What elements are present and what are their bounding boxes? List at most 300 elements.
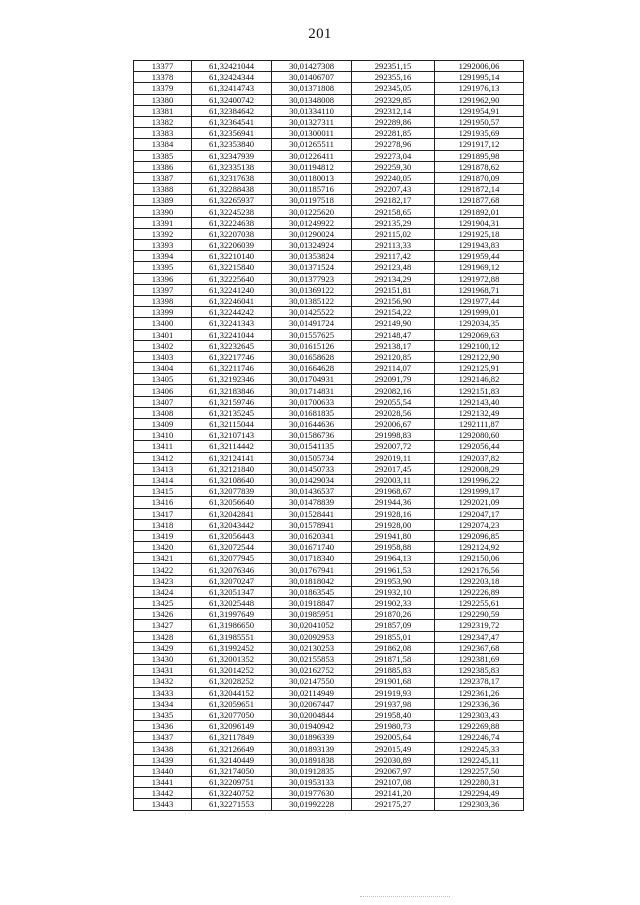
x-coordinate-cell: 292207,43 — [352, 184, 435, 195]
x-coordinate-cell: 292015,49 — [352, 743, 435, 754]
latitude-cell: 61,32140449 — [192, 754, 272, 765]
x-coordinate-cell: 292134,29 — [352, 273, 435, 284]
y-coordinate-cell: 1291943,83 — [435, 240, 524, 251]
coordinates-table — [133, 60, 524, 811]
longitude-cell: 30,01704931 — [272, 374, 352, 385]
latitude-cell: 61,32288438 — [192, 184, 272, 195]
longitude-cell: 30,02162752 — [272, 665, 352, 676]
y-coordinate-cell: 1292069,63 — [435, 329, 524, 340]
point-number-cell: 13402 — [134, 340, 192, 351]
point-number-cell: 13407 — [134, 396, 192, 407]
latitude-cell: 61,32108640 — [192, 474, 272, 485]
point-number-cell: 13393 — [134, 240, 192, 251]
latitude-cell: 61,32246041 — [192, 295, 272, 306]
longitude-cell: 30,01863545 — [272, 586, 352, 597]
table-row — [134, 542, 524, 553]
latitude-cell: 61,32001352 — [192, 653, 272, 664]
latitude-cell: 61,31992452 — [192, 642, 272, 653]
latitude-cell: 61,32317638 — [192, 172, 272, 183]
x-coordinate-cell: 292141,20 — [352, 788, 435, 799]
y-coordinate-cell: 1292124,92 — [435, 542, 524, 553]
longitude-cell: 30,01478839 — [272, 497, 352, 508]
y-coordinate-cell: 1292056,44 — [435, 441, 524, 452]
longitude-cell: 30,01767941 — [272, 564, 352, 575]
table-row — [134, 206, 524, 217]
latitude-cell: 61,32347939 — [192, 150, 272, 161]
latitude-cell: 61,32183846 — [192, 385, 272, 396]
point-number-cell: 13379 — [134, 83, 192, 94]
x-coordinate-cell: 292005,64 — [352, 732, 435, 743]
longitude-cell: 30,01300011 — [272, 128, 352, 139]
longitude-cell: 30,01226411 — [272, 150, 352, 161]
point-number-cell: 13390 — [134, 206, 192, 217]
x-coordinate-cell: 291871,58 — [352, 653, 435, 664]
point-number-cell: 13400 — [134, 318, 192, 329]
table-row — [134, 374, 524, 385]
table-row — [134, 754, 524, 765]
table-row — [134, 553, 524, 564]
y-coordinate-cell: 1291977,44 — [435, 295, 524, 306]
y-coordinate-cell: 1292006,06 — [435, 61, 524, 72]
x-coordinate-cell: 291855,01 — [352, 631, 435, 642]
x-coordinate-cell: 291870,26 — [352, 609, 435, 620]
table-row — [134, 441, 524, 452]
longitude-cell: 30,01893139 — [272, 743, 352, 754]
x-coordinate-cell: 291932,10 — [352, 586, 435, 597]
x-coordinate-cell: 291901,68 — [352, 676, 435, 687]
x-coordinate-cell: 292345,05 — [352, 83, 435, 94]
point-number-cell: 13389 — [134, 195, 192, 206]
x-coordinate-cell: 292003,11 — [352, 474, 435, 485]
coordinates-table-body — [134, 61, 524, 811]
x-coordinate-cell: 291958,88 — [352, 542, 435, 553]
point-number-cell: 13410 — [134, 430, 192, 441]
longitude-cell: 30,01185716 — [272, 184, 352, 195]
y-coordinate-cell: 1291968,71 — [435, 284, 524, 295]
longitude-cell: 30,01718340 — [272, 553, 352, 564]
x-coordinate-cell: 291902,33 — [352, 598, 435, 609]
table-row — [134, 721, 524, 732]
x-coordinate-cell: 292019,11 — [352, 452, 435, 463]
point-number-cell: 13418 — [134, 519, 192, 530]
point-number-cell: 13437 — [134, 732, 192, 743]
x-coordinate-cell: 291958,40 — [352, 709, 435, 720]
x-coordinate-cell: 292329,85 — [352, 94, 435, 105]
y-coordinate-cell: 1292151,83 — [435, 385, 524, 396]
point-number-cell: 13380 — [134, 94, 192, 105]
table-row — [134, 318, 524, 329]
longitude-cell: 30,01992228 — [272, 799, 352, 810]
point-number-cell: 13427 — [134, 620, 192, 631]
longitude-cell: 30,01671740 — [272, 542, 352, 553]
point-number-cell: 13423 — [134, 575, 192, 586]
x-coordinate-cell: 292006,67 — [352, 419, 435, 430]
longitude-cell: 30,02130253 — [272, 642, 352, 653]
table-row — [134, 273, 524, 284]
x-coordinate-cell: 292312,14 — [352, 105, 435, 116]
y-coordinate-cell: 1292100,12 — [435, 340, 524, 351]
point-number-cell: 13386 — [134, 161, 192, 172]
point-number-cell: 13378 — [134, 72, 192, 83]
point-number-cell: 13377 — [134, 61, 192, 72]
latitude-cell: 61,32096149 — [192, 721, 272, 732]
table-row — [134, 396, 524, 407]
y-coordinate-cell: 1291959,44 — [435, 251, 524, 262]
point-number-cell: 13425 — [134, 598, 192, 609]
table-row — [134, 329, 524, 340]
x-coordinate-cell: 292115,02 — [352, 228, 435, 239]
latitude-cell: 61,32076346 — [192, 564, 272, 575]
latitude-cell: 61,31986650 — [192, 620, 272, 631]
latitude-cell: 61,32232645 — [192, 340, 272, 351]
latitude-cell: 61,32244242 — [192, 307, 272, 318]
longitude-cell: 30,01664628 — [272, 363, 352, 374]
longitude-cell: 30,02004844 — [272, 709, 352, 720]
latitude-cell: 61,32044152 — [192, 687, 272, 698]
y-coordinate-cell: 1291935,69 — [435, 128, 524, 139]
x-coordinate-cell: 292138,17 — [352, 340, 435, 351]
latitude-cell: 61,32384642 — [192, 105, 272, 116]
latitude-cell: 61,32077839 — [192, 486, 272, 497]
table-row — [134, 217, 524, 228]
x-coordinate-cell: 292028,56 — [352, 407, 435, 418]
table-row — [134, 172, 524, 183]
table-row — [134, 609, 524, 620]
y-coordinate-cell: 1291999,01 — [435, 307, 524, 318]
point-number-cell: 13408 — [134, 407, 192, 418]
table-row — [134, 653, 524, 664]
table-row — [134, 777, 524, 788]
point-number-cell: 13428 — [134, 631, 192, 642]
table-row — [134, 530, 524, 541]
x-coordinate-cell: 292091,79 — [352, 374, 435, 385]
point-number-cell: 13431 — [134, 665, 192, 676]
latitude-cell: 61,32364541 — [192, 116, 272, 127]
point-number-cell: 13419 — [134, 530, 192, 541]
latitude-cell: 61,32117849 — [192, 732, 272, 743]
table-row — [134, 150, 524, 161]
point-number-cell: 13434 — [134, 698, 192, 709]
point-number-cell: 13391 — [134, 217, 192, 228]
point-number-cell: 13416 — [134, 497, 192, 508]
longitude-cell: 30,01225620 — [272, 206, 352, 217]
latitude-cell: 61,32174050 — [192, 765, 272, 776]
x-coordinate-cell: 292030,89 — [352, 754, 435, 765]
latitude-cell: 61,32025448 — [192, 598, 272, 609]
longitude-cell: 30,01371524 — [272, 262, 352, 273]
y-coordinate-cell: 1292269,88 — [435, 721, 524, 732]
longitude-cell: 30,01450733 — [272, 463, 352, 474]
y-coordinate-cell: 1291878,62 — [435, 161, 524, 172]
y-coordinate-cell: 1292021,09 — [435, 497, 524, 508]
latitude-cell: 61,32115044 — [192, 419, 272, 430]
latitude-cell: 61,32209751 — [192, 777, 272, 788]
table-row — [134, 351, 524, 362]
table-row — [134, 340, 524, 351]
x-coordinate-cell: 291928,16 — [352, 508, 435, 519]
y-coordinate-cell: 1291877,68 — [435, 195, 524, 206]
latitude-cell: 61,32028252 — [192, 676, 272, 687]
x-coordinate-cell: 292017,45 — [352, 463, 435, 474]
table-row — [134, 262, 524, 273]
table-row — [134, 765, 524, 776]
table-row — [134, 665, 524, 676]
y-coordinate-cell: 1292336,36 — [435, 698, 524, 709]
table-row — [134, 94, 524, 105]
point-number-cell: 13403 — [134, 351, 192, 362]
longitude-cell: 30,01541135 — [272, 441, 352, 452]
latitude-cell: 61,32121840 — [192, 463, 272, 474]
x-coordinate-cell: 292273,04 — [352, 150, 435, 161]
point-number-cell: 13406 — [134, 385, 192, 396]
table-row — [134, 240, 524, 251]
table-row — [134, 83, 524, 94]
point-number-cell: 13433 — [134, 687, 192, 698]
latitude-cell: 61,32424344 — [192, 72, 272, 83]
table-row — [134, 519, 524, 530]
y-coordinate-cell: 1292111,87 — [435, 419, 524, 430]
point-number-cell: 13405 — [134, 374, 192, 385]
latitude-cell: 61,32211746 — [192, 363, 272, 374]
latitude-cell: 61,32210140 — [192, 251, 272, 262]
table-row — [134, 598, 524, 609]
latitude-cell: 61,32059651 — [192, 698, 272, 709]
longitude-cell: 30,01436537 — [272, 486, 352, 497]
point-number-cell: 13438 — [134, 743, 192, 754]
x-coordinate-cell: 292113,33 — [352, 240, 435, 251]
x-coordinate-cell: 291928,00 — [352, 519, 435, 530]
latitude-cell: 61,32056443 — [192, 530, 272, 541]
x-coordinate-cell: 291885,83 — [352, 665, 435, 676]
point-number-cell: 13394 — [134, 251, 192, 262]
y-coordinate-cell: 1291962,90 — [435, 94, 524, 105]
latitude-cell: 61,32207038 — [192, 228, 272, 239]
point-number-cell: 13388 — [134, 184, 192, 195]
latitude-cell: 61,32014252 — [192, 665, 272, 676]
longitude-cell: 30,01505734 — [272, 452, 352, 463]
point-number-cell: 13392 — [134, 228, 192, 239]
y-coordinate-cell: 1292255,61 — [435, 598, 524, 609]
longitude-cell: 30,02041052 — [272, 620, 352, 631]
point-number-cell: 13442 — [134, 788, 192, 799]
latitude-cell: 61,32224638 — [192, 217, 272, 228]
y-coordinate-cell: 1292246,74 — [435, 732, 524, 743]
point-number-cell: 13412 — [134, 452, 192, 463]
point-number-cell: 13417 — [134, 508, 192, 519]
latitude-cell: 61,32124141 — [192, 452, 272, 463]
y-coordinate-cell: 1292008,29 — [435, 463, 524, 474]
x-coordinate-cell: 291857,09 — [352, 620, 435, 631]
x-coordinate-cell: 291919,93 — [352, 687, 435, 698]
x-coordinate-cell: 292351,15 — [352, 61, 435, 72]
y-coordinate-cell: 1292080,60 — [435, 430, 524, 441]
table-row — [134, 161, 524, 172]
latitude-cell: 61,32356941 — [192, 128, 272, 139]
x-coordinate-cell: 292278,96 — [352, 139, 435, 150]
longitude-cell: 30,01324924 — [272, 240, 352, 251]
table-row — [134, 687, 524, 698]
y-coordinate-cell: 1292143,40 — [435, 396, 524, 407]
latitude-cell: 61,32271553 — [192, 799, 272, 810]
latitude-cell: 61,32245238 — [192, 206, 272, 217]
y-coordinate-cell: 1291996,22 — [435, 474, 524, 485]
longitude-cell: 30,01818042 — [272, 575, 352, 586]
table-row — [134, 486, 524, 497]
table-row — [134, 195, 524, 206]
longitude-cell: 30,01265511 — [272, 139, 352, 150]
x-coordinate-cell: 292182,17 — [352, 195, 435, 206]
x-coordinate-cell: 292135,29 — [352, 217, 435, 228]
table-row — [134, 709, 524, 720]
table-row — [134, 228, 524, 239]
y-coordinate-cell: 1292257,50 — [435, 765, 524, 776]
latitude-cell: 61,32215840 — [192, 262, 272, 273]
table-row — [134, 407, 524, 418]
point-number-cell: 13420 — [134, 542, 192, 553]
y-coordinate-cell: 1292150,06 — [435, 553, 524, 564]
point-number-cell: 13432 — [134, 676, 192, 687]
table-row — [134, 128, 524, 139]
table-row — [134, 642, 524, 653]
latitude-cell: 61,32421044 — [192, 61, 272, 72]
x-coordinate-cell: 292281,85 — [352, 128, 435, 139]
longitude-cell: 30,01658628 — [272, 351, 352, 362]
table-row — [134, 116, 524, 127]
latitude-cell: 61,32126649 — [192, 743, 272, 754]
longitude-cell: 30,02092953 — [272, 631, 352, 642]
longitude-cell: 30,01180013 — [272, 172, 352, 183]
table-row — [134, 743, 524, 754]
x-coordinate-cell: 291980,73 — [352, 721, 435, 732]
point-number-cell: 13422 — [134, 564, 192, 575]
y-coordinate-cell: 1292367,68 — [435, 642, 524, 653]
latitude-cell: 61,32335138 — [192, 161, 272, 172]
latitude-cell: 61,32077050 — [192, 709, 272, 720]
x-coordinate-cell: 292151,81 — [352, 284, 435, 295]
longitude-cell: 30,01427308 — [272, 61, 352, 72]
point-number-cell: 13382 — [134, 116, 192, 127]
latitude-cell: 61,32056640 — [192, 497, 272, 508]
y-coordinate-cell: 1292074,23 — [435, 519, 524, 530]
longitude-cell: 30,01249922 — [272, 217, 352, 228]
latitude-cell: 61,32217746 — [192, 351, 272, 362]
table-row — [134, 284, 524, 295]
point-number-cell: 13421 — [134, 553, 192, 564]
table-row — [134, 307, 524, 318]
longitude-cell: 30,01940942 — [272, 721, 352, 732]
latitude-cell: 61,32051347 — [192, 586, 272, 597]
x-coordinate-cell: 292240,05 — [352, 172, 435, 183]
point-number-cell: 13398 — [134, 295, 192, 306]
page-number: 201 — [308, 26, 332, 42]
x-coordinate-cell: 292007,72 — [352, 441, 435, 452]
x-coordinate-cell: 291862,08 — [352, 642, 435, 653]
point-number-cell: 13396 — [134, 273, 192, 284]
latitude-cell: 61,32077945 — [192, 553, 272, 564]
x-coordinate-cell: 292055,54 — [352, 396, 435, 407]
latitude-cell: 61,32070247 — [192, 575, 272, 586]
table-row — [134, 139, 524, 150]
table-row — [134, 497, 524, 508]
latitude-cell: 61,32241044 — [192, 329, 272, 340]
longitude-cell: 30,02147550 — [272, 676, 352, 687]
longitude-cell: 30,01586736 — [272, 430, 352, 441]
y-coordinate-cell: 1292096,85 — [435, 530, 524, 541]
point-number-cell: 13399 — [134, 307, 192, 318]
point-number-cell: 13439 — [134, 754, 192, 765]
latitude-cell: 61,32400742 — [192, 94, 272, 105]
x-coordinate-cell: 292120,85 — [352, 351, 435, 362]
point-number-cell: 13381 — [134, 105, 192, 116]
y-coordinate-cell: 1292047,17 — [435, 508, 524, 519]
point-number-cell: 13401 — [134, 329, 192, 340]
y-coordinate-cell: 1291904,31 — [435, 217, 524, 228]
longitude-cell: 30,01385122 — [272, 295, 352, 306]
x-coordinate-cell: 292149,90 — [352, 318, 435, 329]
longitude-cell: 30,01528441 — [272, 508, 352, 519]
latitude-cell: 61,32414743 — [192, 83, 272, 94]
longitude-cell: 30,02155853 — [272, 653, 352, 664]
point-number-cell: 13424 — [134, 586, 192, 597]
x-coordinate-cell: 292117,42 — [352, 251, 435, 262]
y-coordinate-cell: 1291950,57 — [435, 116, 524, 127]
y-coordinate-cell: 1292290,59 — [435, 609, 524, 620]
latitude-cell: 61,32135245 — [192, 407, 272, 418]
latitude-cell: 61,32265937 — [192, 195, 272, 206]
point-number-cell: 13430 — [134, 653, 192, 664]
y-coordinate-cell: 1292146,82 — [435, 374, 524, 385]
longitude-cell: 30,01557625 — [272, 329, 352, 340]
longitude-cell: 30,01918847 — [272, 598, 352, 609]
longitude-cell: 30,01620341 — [272, 530, 352, 541]
table-row — [134, 419, 524, 430]
y-coordinate-cell: 1292245,11 — [435, 754, 524, 765]
y-coordinate-cell: 1292176,56 — [435, 564, 524, 575]
y-coordinate-cell: 1291925,18 — [435, 228, 524, 239]
table-row — [134, 620, 524, 631]
x-coordinate-cell: 291944,36 — [352, 497, 435, 508]
y-coordinate-cell: 1292378,17 — [435, 676, 524, 687]
longitude-cell: 30,01615126 — [272, 340, 352, 351]
point-number-cell: 13414 — [134, 474, 192, 485]
longitude-cell: 30,01348008 — [272, 94, 352, 105]
longitude-cell: 30,02067447 — [272, 698, 352, 709]
point-number-cell: 13397 — [134, 284, 192, 295]
x-coordinate-cell: 292148,47 — [352, 329, 435, 340]
y-coordinate-cell: 1292203,18 — [435, 575, 524, 586]
y-coordinate-cell: 1292245,33 — [435, 743, 524, 754]
x-coordinate-cell: 291968,67 — [352, 486, 435, 497]
longitude-cell: 30,01491724 — [272, 318, 352, 329]
y-coordinate-cell: 1291954,91 — [435, 105, 524, 116]
y-coordinate-cell: 1292132,49 — [435, 407, 524, 418]
y-coordinate-cell: 1292280,31 — [435, 777, 524, 788]
x-coordinate-cell: 292107,08 — [352, 777, 435, 788]
x-coordinate-cell: 291941,80 — [352, 530, 435, 541]
latitude-cell: 61,32192346 — [192, 374, 272, 385]
point-number-cell: 13415 — [134, 486, 192, 497]
x-coordinate-cell: 292175,27 — [352, 799, 435, 810]
table-row — [134, 799, 524, 810]
y-coordinate-cell: 1292034,35 — [435, 318, 524, 329]
y-coordinate-cell: 1292303,43 — [435, 709, 524, 720]
y-coordinate-cell: 1292294,49 — [435, 788, 524, 799]
table-row — [134, 452, 524, 463]
latitude-cell: 61,32206039 — [192, 240, 272, 251]
latitude-cell: 61,32159746 — [192, 396, 272, 407]
x-coordinate-cell: 291961,53 — [352, 564, 435, 575]
table-row — [134, 631, 524, 642]
